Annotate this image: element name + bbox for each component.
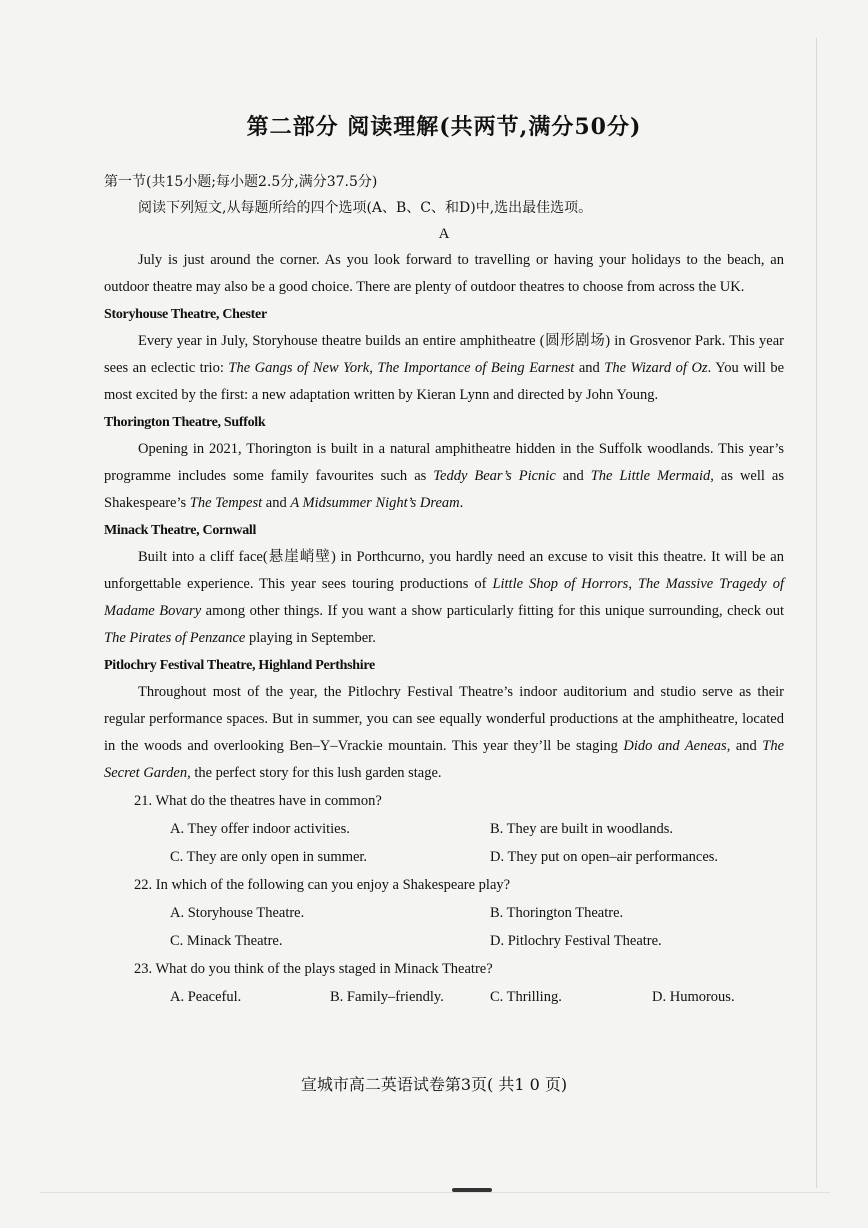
option-c: C. Minack Theatre.	[170, 933, 283, 949]
option-d: D. Pitlochry Festival Theatre.	[490, 933, 662, 949]
section-heading: 第一节(共15小题;每小题2.5分,满分37.5分)	[104, 174, 378, 190]
option-a: A. They offer indoor activities.	[170, 821, 350, 837]
theatre-title-pitlochry: Pitlochry Festival Theatre, Highland Perthshire	[104, 658, 375, 673]
play-title: The Little Mermaid	[590, 468, 711, 484]
page-bottom-line	[40, 1192, 830, 1193]
play-title: The Massive Tragedy of Madame Bovary	[104, 576, 784, 619]
option-c: C. They are only open in summer.	[170, 849, 368, 865]
play-title: Little Shop of Horrors	[492, 576, 629, 592]
passage-letter: A	[438, 226, 450, 242]
text-run: and	[262, 495, 291, 511]
option-d: D. Humorous.	[652, 989, 735, 1005]
part-title: 第二部分 阅读理解(共两节,满分50分)	[246, 114, 642, 140]
option-a: A. Storyhouse Theatre.	[170, 905, 305, 921]
text-run: , as well as Shakespeare’s	[104, 468, 785, 511]
text-run: playing in September.	[245, 630, 376, 646]
text-run: ,	[628, 576, 638, 592]
play-title: The Secret Garden	[104, 738, 784, 781]
option-a: A. Peaceful.	[170, 989, 242, 1005]
page-edge-line	[816, 38, 817, 1188]
play-title: The Wizard of Oz	[604, 360, 708, 376]
text-run: .	[459, 495, 464, 511]
option-b: B. They are built in woodlands.	[490, 821, 673, 837]
theatre-title-storyhouse: Storyhouse Theatre, Chester	[104, 307, 267, 322]
instructions: 阅读下列短文,从每题所给的四个选项(A、B、C、和D)中,选出最佳选项。	[138, 200, 593, 216]
intro-paragraph: July is just around the corner. As you look forward to travelling or having your holidays to the beach, an outdoor theatre may also be a good choice. There are plenty of outdoor theatres to choose from across the UK.	[104, 252, 784, 295]
option-b: B. Family–friendly.	[330, 989, 444, 1005]
question-22-options	[104, 899, 784, 955]
option-c: C. Thrilling.	[490, 989, 562, 1005]
question-22-stem: 22. In which of the following can you enjoy a Shakespeare play?	[134, 877, 511, 893]
theatre-title-thorington: Thorington Theatre, Suffolk	[104, 415, 266, 430]
play-title: A Midsummer Night’s Dream	[290, 495, 460, 511]
theatre-title-minack: Minack Theatre, Cornwall	[104, 523, 257, 538]
play-title: Dido and Aeneas	[623, 738, 727, 754]
text-run: among other things. If you want a show particularly fitting for this unique surrounding, check out	[201, 603, 784, 619]
text-run: and	[555, 468, 591, 484]
play-title: The Tempest	[189, 495, 263, 511]
text-run: and	[574, 360, 605, 376]
play-title: The Gangs of New York	[228, 360, 370, 376]
play-title: Teddy Bear’s Picnic	[433, 468, 556, 484]
text-run: ,	[369, 360, 378, 376]
question-23-options	[104, 983, 784, 1011]
option-d: D. They put on open–air performances.	[490, 849, 719, 865]
text-run: Throughout most of the year, the Pitlochry Festival Theatre’s indoor auditorium and studio serve as their regular performance spaces. But in summer, you can see equally wonderful productions at the amphitheatre, located in the woods and overlooking Ben–Y–Vrackie mountain. This year they’ll be staging	[104, 684, 784, 754]
play-title: The Importance of Being Earnest	[377, 360, 575, 376]
text-run: Opening in 2021, Thorington is built in a natural amphitheatre hidden in the Suffolk woodlands. This year’s programme includes some family favourites such as	[104, 441, 784, 484]
option-b: B. Thorington Theatre.	[490, 905, 624, 921]
question-21-stem: 21. What do the theatres have in common?	[134, 793, 382, 809]
text-run: Every year in July, Storyhouse theatre builds an entire amphitheatre (圆形剧场) in Grosvenor Park. This year sees an eclectic trio:	[104, 333, 784, 376]
exam-page-content	[104, 110, 784, 1011]
question-21-options	[104, 815, 784, 871]
text-run: . You will be most excited by the first: a new adaptation written by Kieran Lynn and directed by John Young.	[104, 360, 785, 403]
theatre-paragraph-pitlochry	[104, 679, 784, 787]
question-23-stem: 23. What do you think of the plays staged in Minack Theatre?	[134, 961, 493, 977]
text-run: , and	[726, 738, 763, 754]
text-run: Built into a cliff face(悬崖峭壁) in Porthcurno, you hardly need an excuse to visit this theatre. It will be an unforgettable experience. This year sees touring productions of	[104, 549, 784, 592]
scan-mark	[452, 1188, 492, 1192]
theatre-paragraph-storyhouse	[104, 328, 784, 409]
page-footer: 宣城市高二英语试卷第3页( 共1 0 页)	[300, 1075, 568, 1094]
play-title: The Pirates of Penzance	[104, 630, 246, 646]
theatre-paragraph-minack	[104, 544, 784, 652]
text-run: , the perfect story for this lush garden stage.	[187, 765, 442, 781]
theatre-paragraph-thorington	[104, 436, 784, 517]
